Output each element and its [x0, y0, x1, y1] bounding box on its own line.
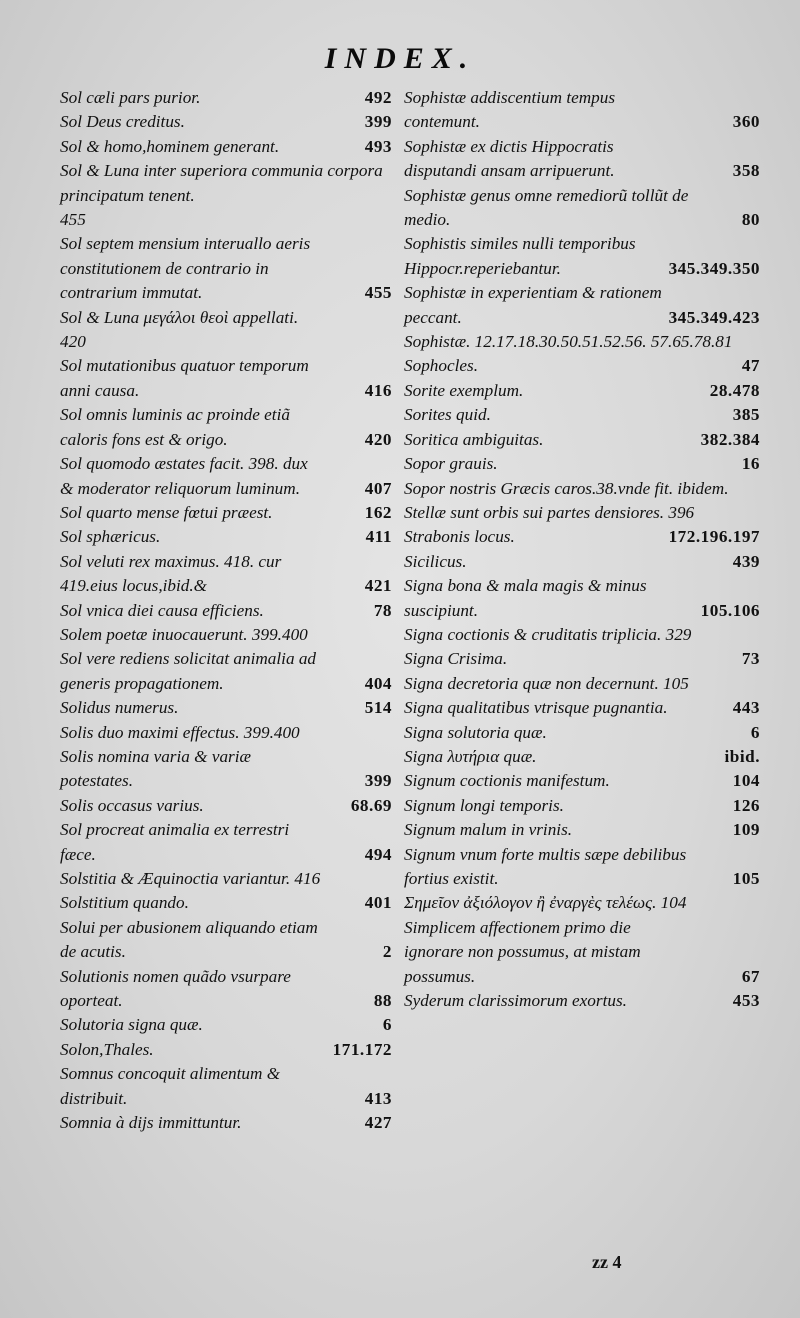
index-entry [60, 818, 392, 867]
index-entry [404, 184, 760, 233]
entry-text: Sophistis similes nulli temporibus Hippocr.reperiebantur. [404, 234, 636, 278]
entry-text: Sopor nostris Græcis caros.38.vnde fit. ibidem. [404, 478, 729, 498]
index-entry [404, 525, 760, 549]
index-entry [60, 110, 392, 134]
entry-text: Stellæ sunt orbis sui partes densiores. 396 [404, 502, 695, 522]
entry-page-number: 358 [732, 161, 760, 181]
entry-text: Solidus numerus. [60, 698, 179, 718]
index-entry [60, 501, 392, 525]
index-entry [404, 623, 760, 647]
index-entry [404, 745, 760, 769]
entry-page-number: 443 [732, 698, 760, 718]
entry-text: Strabonis locus. [404, 527, 515, 547]
entry-page-number: 126 [732, 795, 760, 815]
index-entry [60, 891, 392, 915]
index-column-right [404, 86, 760, 1013]
entry-page-number: 453 [732, 991, 760, 1011]
index-entry [404, 452, 760, 476]
index-entry [60, 916, 392, 965]
index-entry [404, 281, 760, 330]
entry-page-number: 494 [364, 844, 392, 864]
entry-text: Sophocles. [404, 356, 478, 376]
index-entry [60, 86, 392, 110]
entry-page-number: 413 [364, 1088, 392, 1108]
entry-text: Solutionis nomen quãdo vsurpare oporteat. [60, 966, 291, 1011]
entry-page-number: 439 [732, 551, 760, 571]
index-entry [404, 647, 760, 671]
entry-text: Sol cæli pars purior. [60, 88, 201, 107]
entry-text: Syderum clarissimorum exortus. [404, 991, 627, 1011]
index-entry [60, 745, 392, 794]
index-entry [404, 891, 760, 915]
entry-page-number: 421 [364, 576, 392, 596]
index-entry [404, 477, 760, 501]
entry-text: Somnia à dijs immittuntur. [60, 1113, 242, 1133]
index-entry [404, 916, 760, 989]
entry-text: Sol & homo,hominem generant. [60, 136, 280, 156]
entry-page-number: 80 [741, 210, 760, 230]
index-entry [60, 1013, 392, 1037]
entry-text: Signum vnum forte multis sæpe debilibus fortius existit. [404, 844, 687, 888]
entry-page-number: 88 [373, 991, 392, 1011]
index-entry [60, 1038, 392, 1062]
entry-page-number: 162 [364, 502, 392, 522]
index-entry [60, 696, 392, 720]
entry-page-number: ibid. [724, 746, 760, 766]
entry-text: Somnus concoquit alimentum & distribuit. [60, 1064, 281, 1108]
index-entry [60, 1062, 392, 1111]
index-entry [404, 354, 760, 378]
entry-text: Sol mutationibus quatuor temporum anni causa. [60, 356, 309, 400]
index-entry [60, 403, 392, 452]
entry-text: Sol veluti rex maximus. 418. cur 419.eius locus,ibid.& [60, 551, 282, 596]
index-entry [404, 843, 760, 892]
entry-text: Sol quarto mense fœtui præest. [60, 502, 273, 522]
entry-text: Sol & Luna μεγάλοι θεοὶ appellati. [60, 307, 299, 327]
index-entry [60, 354, 392, 403]
entry-text: Sophistæ genus omne remediorũ tollũt de medio. [404, 185, 689, 230]
entry-page-number: 401 [364, 893, 392, 913]
entry-page-number: 416 [364, 380, 392, 400]
entry-page-number: 382.384 [700, 429, 760, 449]
index-entry [60, 452, 392, 501]
index-entry [60, 721, 392, 745]
signature-mark: zz 4 [592, 1252, 622, 1272]
entry-page-number: 105 [732, 869, 760, 888]
index-entry [404, 721, 760, 745]
entry-page-number: 104 [732, 771, 760, 791]
index-entry [60, 135, 392, 159]
index-entry [60, 794, 392, 818]
entry-text: Signa λυτήρια quæ. [404, 746, 537, 766]
entry-text: Signum malum in vrinis. [404, 820, 573, 840]
index-entry [60, 550, 392, 599]
index-entry [404, 501, 760, 525]
entry-page-number: 172.196.197 [668, 527, 760, 547]
entry-text: Σημεῖον ἀξιόλογον ἢ ἐναργὲς τελέως. 104 [404, 893, 687, 913]
entry-text: Sol Deus creditus. [60, 112, 185, 132]
entry-text: Signa Crisima. [404, 649, 508, 669]
entry-page-number: 68.69 [350, 795, 392, 815]
entry-page-number: 47 [741, 356, 760, 376]
index-entry [60, 232, 392, 305]
entry-page-number: 28.478 [709, 380, 760, 400]
index-entry [60, 867, 392, 891]
index-entry [404, 232, 760, 281]
entry-text: Sol omnis luminis ac proinde etiã caloris fons est & origo. [60, 405, 290, 449]
entry-text: Sicilicus. [404, 551, 467, 571]
entry-text: Sorites quid. [404, 405, 491, 425]
entry-page-number: 171.172 [332, 1039, 392, 1059]
entry-page-number: 345.349.350 [668, 258, 760, 278]
entry-text: Solem poetæ inuocauerunt. 399.400 [60, 624, 308, 644]
index-entry [60, 306, 392, 330]
entry-page-number: 427 [364, 1113, 392, 1133]
entry-page-number: 404 [364, 673, 392, 693]
entry-text: Solutoria signa quæ. [60, 1015, 203, 1035]
entry-page-number: 16 [741, 454, 760, 474]
entry-page-number: 492 [364, 88, 392, 107]
entry-page-number: 385 [732, 405, 760, 425]
index-entry [60, 599, 392, 623]
entry-page-number: 399 [364, 112, 392, 132]
entry-page-number: 109 [732, 820, 760, 840]
entry-text: Signa bona & mala magis & minus suscipiunt. [404, 576, 647, 620]
index-entry [60, 208, 392, 232]
index-entry [404, 769, 760, 793]
entry-text: Signa qualitatibus vtrisque pugnantia. [404, 698, 668, 718]
index-entry [404, 989, 760, 1013]
entry-page-number: 6 [750, 722, 760, 742]
index-entry [404, 696, 760, 720]
index-entry [404, 550, 760, 574]
page-title: INDEX. [324, 42, 476, 75]
index-entry [404, 330, 760, 354]
entry-text: Solon,Thales. [60, 1039, 154, 1059]
index-entry [404, 379, 760, 403]
index-entry [60, 623, 392, 647]
entry-text: Sol septem mensium interuallo aeris constitutionem de contrario in contrarium immutat. [60, 234, 311, 303]
entry-page-number: 514 [364, 698, 392, 718]
entry-text: Signum longi temporis. [404, 795, 564, 815]
entry-page-number: 78 [373, 600, 392, 620]
entry-text: Signa solutoria quæ. [404, 722, 547, 742]
entry-text: Sophistæ in experientiam & rationem peccant. [404, 283, 662, 327]
entry-page-number: 67 [741, 966, 760, 986]
index-entry [404, 818, 760, 842]
index-entry [404, 428, 760, 452]
entry-text: Signa decretoria quæ non decernunt. 105 [404, 673, 689, 693]
entry-text: Solis occasus varius. [60, 795, 204, 815]
entry-text: Sophistæ ex dictis Hippocratis disputandi ansam arripuerunt. [404, 136, 615, 181]
entry-text: Signa coctionis & cruditatis triplicia. 329 [404, 624, 692, 644]
entry-text: Solstitium quando. [60, 893, 189, 913]
entry-page-number: 407 [364, 478, 392, 498]
entry-text: Solui per abusionem aliquando etiam de acutis. [60, 917, 318, 962]
index-entry [60, 1111, 392, 1135]
entry-text: Sol & Luna inter superiora communia corpora principatum tenent. [60, 161, 383, 205]
index-entry [60, 330, 392, 354]
entry-page-number: 493 [364, 136, 392, 156]
entry-text: Sol procreat animalia ex terrestri fæce. [60, 820, 290, 864]
entry-page-number: 2 [382, 942, 392, 962]
entry-text: Sol sphæricus. [60, 527, 161, 547]
index-entry [404, 794, 760, 818]
index-entry [60, 647, 392, 696]
entry-text: Sorite exemplum. [404, 380, 524, 400]
entry-text: Sol vere rediens solicitat animalia ad generis propagationem. [60, 649, 317, 693]
index-entry [404, 403, 760, 427]
entry-page-number: 6 [382, 1015, 392, 1035]
entry-text: Solis nomina varia & variæ potestates. [60, 746, 251, 791]
entry-text: 455 [60, 210, 86, 230]
index-entry [60, 965, 392, 1014]
entry-page-number: 399 [364, 771, 392, 791]
entry-page-number: 420 [364, 429, 392, 449]
entry-text: Sophistæ addiscentium tempus contemunt. [404, 88, 616, 132]
entry-text: Sophistæ. 12.17.18.30.50.51.52.56. 57.65.78.81 [404, 332, 733, 352]
entry-text: Sol quomodo æstates facit. 398. dux & moderator reliquorum luminum. [60, 454, 308, 498]
index-entry [404, 86, 760, 135]
index-entry [60, 159, 392, 208]
index-entry [60, 525, 392, 549]
entry-text: Sopor grauis. [404, 454, 498, 474]
index-entry [404, 135, 760, 184]
index-entry [404, 574, 760, 623]
entry-text: 420 [60, 332, 86, 352]
entry-page-number: 455 [364, 283, 392, 303]
entry-text: Solstitia & Æquinoctia variantur. 416 [60, 869, 321, 888]
entry-page-number: 345.349.423 [668, 307, 760, 327]
entry-text: Soritica ambiguitas. [404, 429, 544, 449]
entry-text: Solis duo maximi effectus. 399.400 [60, 722, 300, 742]
entry-page-number: 105.106 [700, 600, 760, 620]
index-entry [404, 672, 760, 696]
entry-page-number: 73 [741, 649, 760, 669]
entry-text: Simplicem affectionem primo die ignorare non possumus, at mistam possumus. [404, 917, 641, 986]
index-column-left [60, 86, 392, 1135]
entry-page-number: 411 [365, 527, 392, 547]
entry-text: Signum coctionis manifestum. [404, 771, 610, 791]
entry-text: Sol vnica diei causa efficiens. [60, 600, 264, 620]
entry-page-number: 360 [732, 112, 760, 132]
